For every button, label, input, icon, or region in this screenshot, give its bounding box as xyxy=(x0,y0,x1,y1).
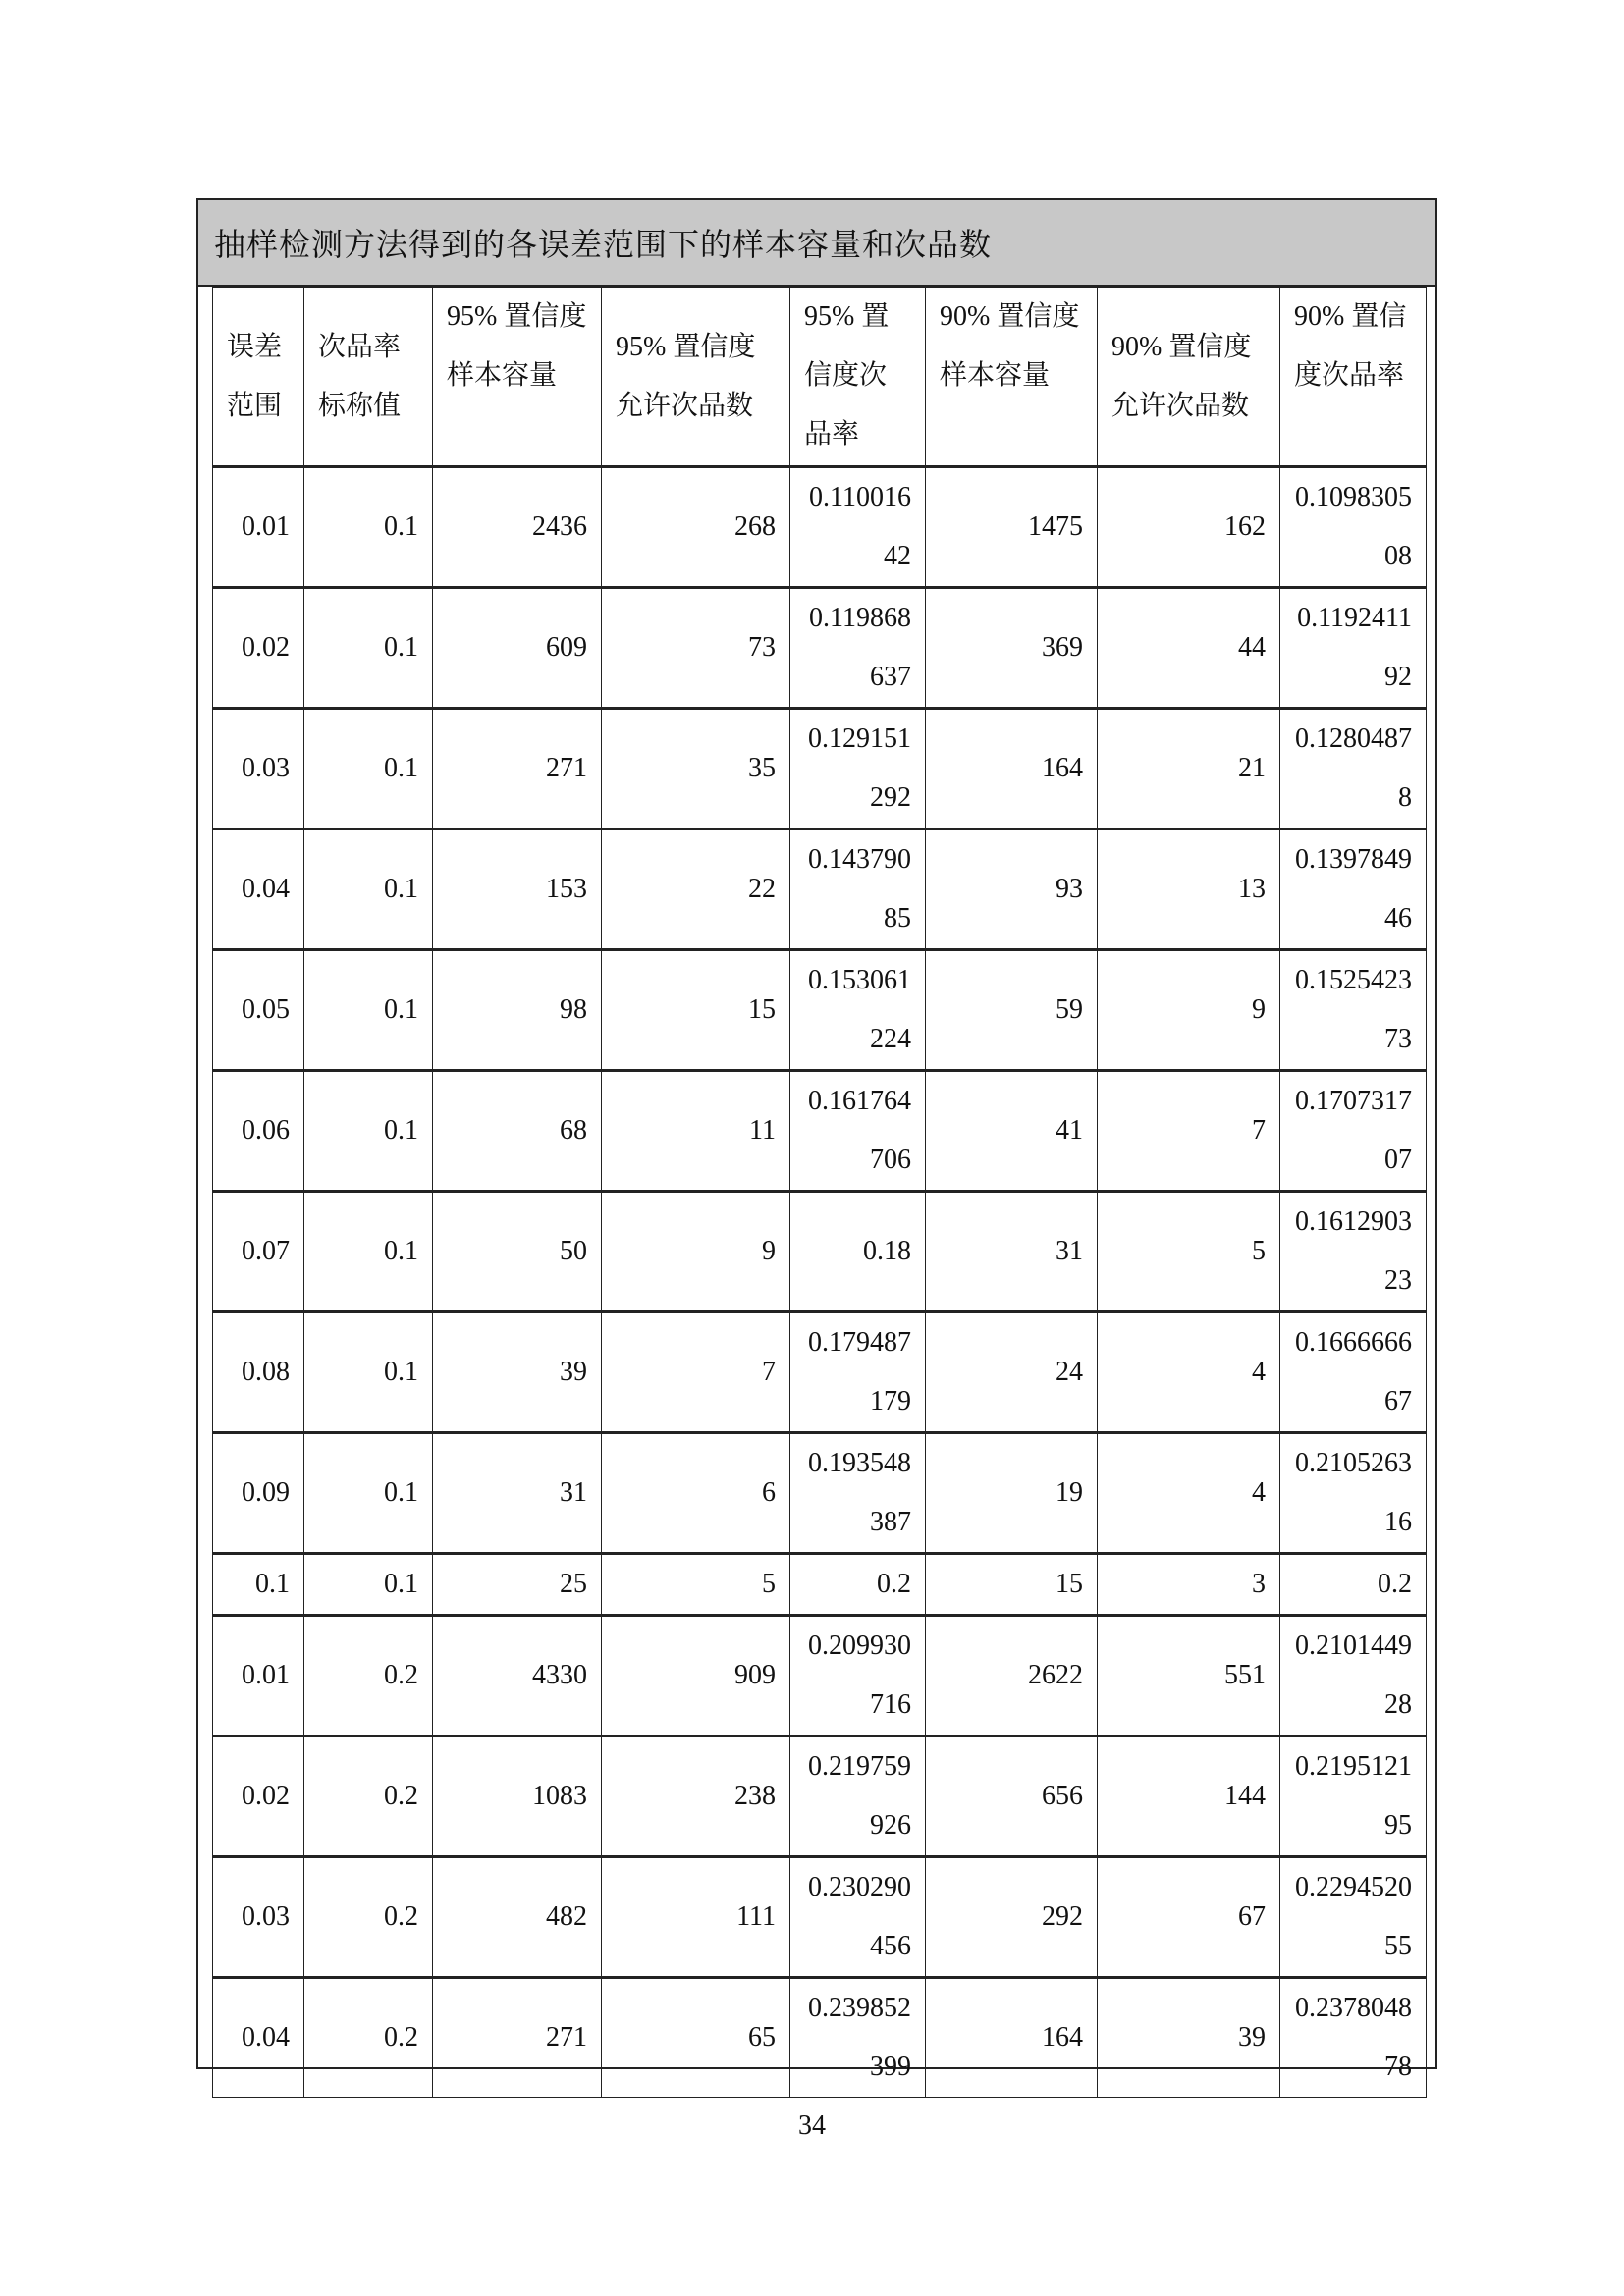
cell-nominal-rate: 0.1 xyxy=(304,467,433,588)
table-row xyxy=(213,1192,1427,1312)
cell-sample-size-90: 2622 xyxy=(926,1616,1098,1736)
cell-defect-rate-95: 0.129151292 xyxy=(790,709,926,829)
cell-defect-rate-90: 0.210526316 xyxy=(1280,1433,1427,1554)
cell-defect-rate-95: 0.239852399 xyxy=(790,1978,926,2098)
header-90-sample-size: 90% 置信度样本容量 xyxy=(926,288,1098,467)
cell-sample-size-90: 164 xyxy=(926,1978,1098,2098)
cell-defect-rate-95: 0.161764706 xyxy=(790,1071,926,1192)
cell-defect-rate-90: 0.161290323 xyxy=(1280,1192,1427,1312)
cell-allowed-defects-95: 909 xyxy=(602,1616,790,1736)
cell-allowed-defects-95: 111 xyxy=(602,1857,790,1978)
cell-allowed-defects-90: 44 xyxy=(1098,588,1280,709)
cell-sample-size-95: 271 xyxy=(433,709,602,829)
cell-error-range: 0.03 xyxy=(213,709,304,829)
sampling-table xyxy=(212,287,1427,2098)
cell-defect-rate-90: 0.219512195 xyxy=(1280,1736,1427,1857)
cell-defect-rate-90: 0.119241192 xyxy=(1280,588,1427,709)
header-90-defect-rate: 90% 置信度次品率 xyxy=(1280,288,1427,467)
cell-defect-rate-90: 0.139784946 xyxy=(1280,829,1427,950)
table-row xyxy=(213,467,1427,588)
cell-sample-size-95: 1083 xyxy=(433,1736,602,1857)
cell-sample-size-95: 98 xyxy=(433,950,602,1071)
cell-defect-rate-95: 0.179487179 xyxy=(790,1312,926,1433)
cell-sample-size-95: 609 xyxy=(433,588,602,709)
cell-error-range: 0.09 xyxy=(213,1433,304,1554)
cell-error-range: 0.1 xyxy=(213,1554,304,1616)
cell-defect-rate-95: 0.14379085 xyxy=(790,829,926,950)
cell-defect-rate-95: 0.2 xyxy=(790,1554,926,1616)
table-row xyxy=(213,1616,1427,1736)
cell-sample-size-95: 4330 xyxy=(433,1616,602,1736)
cell-sample-size-95: 153 xyxy=(433,829,602,950)
cell-error-range: 0.06 xyxy=(213,1071,304,1192)
cell-sample-size-95: 39 xyxy=(433,1312,602,1433)
cell-allowed-defects-95: 65 xyxy=(602,1978,790,2098)
cell-sample-size-95: 50 xyxy=(433,1192,602,1312)
cell-defect-rate-95: 0.119868637 xyxy=(790,588,926,709)
cell-nominal-rate: 0.2 xyxy=(304,1616,433,1736)
cell-allowed-defects-95: 9 xyxy=(602,1192,790,1312)
cell-allowed-defects-90: 4 xyxy=(1098,1433,1280,1554)
header-95-allowed-defects: 95% 置信度允许次品数 xyxy=(602,288,790,467)
cell-sample-size-95: 271 xyxy=(433,1978,602,2098)
page-number: 34 xyxy=(798,2110,826,2141)
cell-error-range: 0.07 xyxy=(213,1192,304,1312)
table-row xyxy=(213,1071,1427,1192)
cell-sample-size-95: 68 xyxy=(433,1071,602,1192)
cell-allowed-defects-90: 7 xyxy=(1098,1071,1280,1192)
cell-defect-rate-95: 0.209930716 xyxy=(790,1616,926,1736)
table-row xyxy=(213,1433,1427,1554)
cell-nominal-rate: 0.1 xyxy=(304,1192,433,1312)
cell-defect-rate-90: 0.152542373 xyxy=(1280,950,1427,1071)
cell-nominal-rate: 0.1 xyxy=(304,1433,433,1554)
cell-allowed-defects-90: 144 xyxy=(1098,1736,1280,1857)
cell-defect-rate-95: 0.153061224 xyxy=(790,950,926,1071)
cell-error-range: 0.01 xyxy=(213,1616,304,1736)
cell-defect-rate-95: 0.193548387 xyxy=(790,1433,926,1554)
cell-allowed-defects-95: 5 xyxy=(602,1554,790,1616)
cell-error-range: 0.02 xyxy=(213,1736,304,1857)
cell-error-range: 0.04 xyxy=(213,1978,304,2098)
cell-defect-rate-90: 0.12804878 xyxy=(1280,709,1427,829)
cell-allowed-defects-95: 73 xyxy=(602,588,790,709)
table-title: 抽样检测方法得到的各误差范围下的样本容量和次品数 xyxy=(198,200,1435,287)
cell-allowed-defects-90: 162 xyxy=(1098,467,1280,588)
cell-sample-size-95: 25 xyxy=(433,1554,602,1616)
cell-defect-rate-90: 0.237804878 xyxy=(1280,1978,1427,2098)
cell-allowed-defects-95: 15 xyxy=(602,950,790,1071)
cell-nominal-rate: 0.1 xyxy=(304,1071,433,1192)
header-95-defect-rate: 95% 置信度次品率 xyxy=(790,288,926,467)
cell-nominal-rate: 0.1 xyxy=(304,709,433,829)
cell-sample-size-95: 482 xyxy=(433,1857,602,1978)
cell-nominal-rate: 0.1 xyxy=(304,588,433,709)
cell-error-range: 0.02 xyxy=(213,588,304,709)
header-90-allowed-defects: 90% 置信度允许次品数 xyxy=(1098,288,1280,467)
table-row xyxy=(213,1312,1427,1433)
cell-allowed-defects-90: 5 xyxy=(1098,1192,1280,1312)
cell-allowed-defects-95: 6 xyxy=(602,1433,790,1554)
cell-nominal-rate: 0.1 xyxy=(304,829,433,950)
cell-defect-rate-90: 0.109830508 xyxy=(1280,467,1427,588)
cell-error-range: 0.04 xyxy=(213,829,304,950)
header-95-sample-size: 95% 置信度样本容量 xyxy=(433,288,602,467)
cell-error-range: 0.01 xyxy=(213,467,304,588)
cell-error-range: 0.05 xyxy=(213,950,304,1071)
table-row xyxy=(213,1857,1427,1978)
cell-sample-size-90: 59 xyxy=(926,950,1098,1071)
cell-allowed-defects-95: 22 xyxy=(602,829,790,950)
cell-nominal-rate: 0.2 xyxy=(304,1857,433,1978)
table-row xyxy=(213,1554,1427,1616)
cell-allowed-defects-90: 39 xyxy=(1098,1978,1280,2098)
cell-sample-size-90: 292 xyxy=(926,1857,1098,1978)
cell-nominal-rate: 0.1 xyxy=(304,1312,433,1433)
cell-nominal-rate: 0.1 xyxy=(304,1554,433,1616)
table-row xyxy=(213,829,1427,950)
cell-nominal-rate: 0.2 xyxy=(304,1736,433,1857)
table-row xyxy=(213,1736,1427,1857)
cell-defect-rate-90: 0.170731707 xyxy=(1280,1071,1427,1192)
cell-sample-size-95: 31 xyxy=(433,1433,602,1554)
cell-allowed-defects-90: 4 xyxy=(1098,1312,1280,1433)
table-row xyxy=(213,588,1427,709)
cell-allowed-defects-95: 268 xyxy=(602,467,790,588)
cell-allowed-defects-90: 3 xyxy=(1098,1554,1280,1616)
header-row xyxy=(213,288,1427,467)
cell-sample-size-95: 2436 xyxy=(433,467,602,588)
cell-allowed-defects-95: 7 xyxy=(602,1312,790,1433)
cell-sample-size-90: 24 xyxy=(926,1312,1098,1433)
cell-sample-size-90: 15 xyxy=(926,1554,1098,1616)
header-error-range: 误差范围 xyxy=(213,288,304,467)
table-frame xyxy=(196,198,1437,2082)
cell-allowed-defects-95: 11 xyxy=(602,1071,790,1192)
cell-defect-rate-95: 0.11001642 xyxy=(790,467,926,588)
cell-allowed-defects-95: 35 xyxy=(602,709,790,829)
cell-sample-size-90: 93 xyxy=(926,829,1098,950)
cell-defect-rate-90: 0.229452055 xyxy=(1280,1857,1427,1978)
cell-nominal-rate: 0.1 xyxy=(304,950,433,1071)
table-row xyxy=(213,950,1427,1071)
cell-nominal-rate: 0.2 xyxy=(304,1978,433,2098)
cell-sample-size-90: 19 xyxy=(926,1433,1098,1554)
cell-allowed-defects-90: 13 xyxy=(1098,829,1280,950)
cell-sample-size-90: 656 xyxy=(926,1736,1098,1857)
cell-allowed-defects-90: 9 xyxy=(1098,950,1280,1071)
cell-defect-rate-95: 0.219759926 xyxy=(790,1736,926,1857)
header-nominal-defect-rate: 次品率标称值 xyxy=(304,288,433,467)
cell-defect-rate-90: 0.166666667 xyxy=(1280,1312,1427,1433)
cell-allowed-defects-90: 21 xyxy=(1098,709,1280,829)
cell-sample-size-90: 1475 xyxy=(926,467,1098,588)
cell-allowed-defects-90: 67 xyxy=(1098,1857,1280,1978)
table-row xyxy=(213,709,1427,829)
cell-defect-rate-95: 0.18 xyxy=(790,1192,926,1312)
cell-sample-size-90: 164 xyxy=(926,709,1098,829)
cell-allowed-defects-95: 238 xyxy=(602,1736,790,1857)
cell-defect-rate-95: 0.230290456 xyxy=(790,1857,926,1978)
cell-defect-rate-90: 0.2 xyxy=(1280,1554,1427,1616)
cell-sample-size-90: 369 xyxy=(926,588,1098,709)
cell-error-range: 0.03 xyxy=(213,1857,304,1978)
cell-defect-rate-90: 0.210144928 xyxy=(1280,1616,1427,1736)
cell-sample-size-90: 41 xyxy=(926,1071,1098,1192)
cell-sample-size-90: 31 xyxy=(926,1192,1098,1312)
table-row xyxy=(213,1978,1427,2098)
cell-allowed-defects-90: 551 xyxy=(1098,1616,1280,1736)
cell-error-range: 0.08 xyxy=(213,1312,304,1433)
